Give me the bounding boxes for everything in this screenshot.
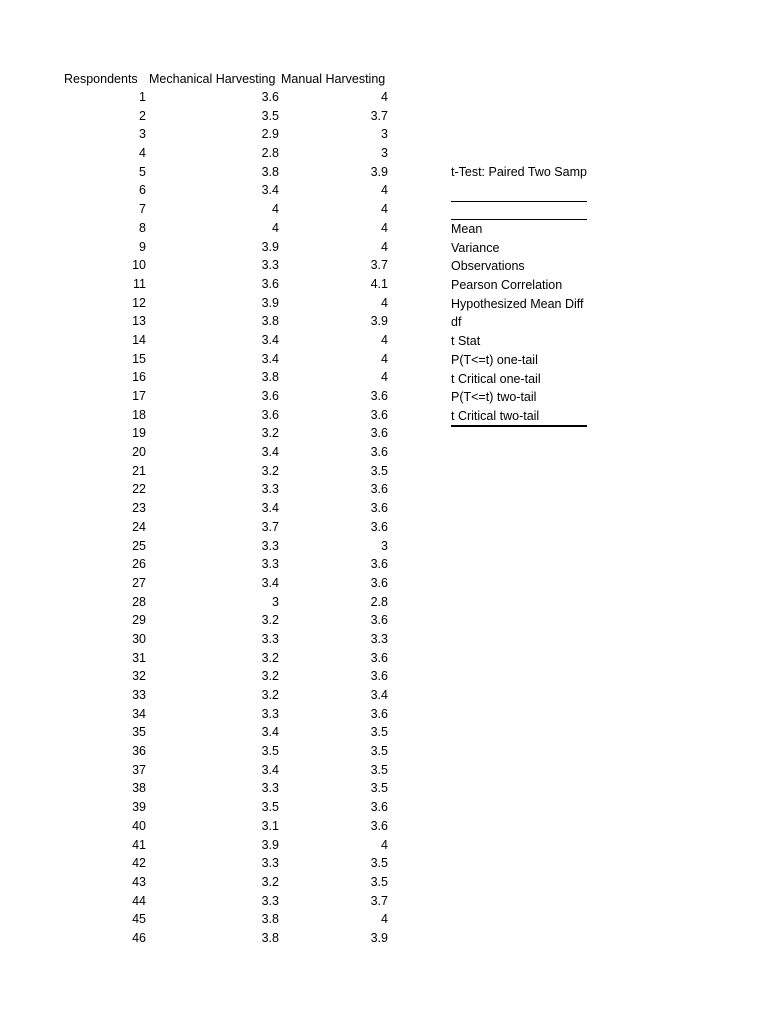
cell-respondent[interactable]: 3 (139, 127, 146, 142)
cell-mechanical[interactable]: 3.5 (261, 744, 279, 759)
header-manual-harvesting[interactable]: Manual Harvesting (281, 72, 386, 86)
cell-mechanical[interactable]: 3.1 (261, 818, 279, 833)
cell-respondent[interactable]: 33 (132, 688, 146, 702)
table-row (0, 649, 400, 668)
table-row (0, 537, 400, 556)
cell-respondent[interactable]: 18 (132, 407, 146, 422)
table-row (0, 686, 400, 705)
cell-respondent[interactable]: 4 (139, 146, 146, 161)
cell-respondent[interactable]: 27 (132, 575, 146, 590)
table-row (0, 630, 400, 649)
cell-manual[interactable]: 4 (381, 370, 388, 385)
cell-manual[interactable]: 4 (381, 912, 388, 927)
cell-mechanical[interactable]: 3.6 (261, 90, 279, 104)
table-row (0, 462, 400, 481)
cell-manual[interactable]: 4 (381, 239, 388, 254)
cell-manual[interactable]: 4 (381, 837, 388, 852)
cell-respondent[interactable]: 11 (133, 276, 146, 291)
table-row (0, 331, 400, 350)
table-row (0, 181, 400, 200)
table-row (0, 593, 400, 612)
cell-respondent[interactable]: 43 (132, 874, 146, 889)
cell-mechanical[interactable]: 3.2 (261, 669, 279, 684)
cell-mechanical[interactable]: 3.2 (261, 426, 279, 441)
ttest-stat-label[interactable]: Pearson Correlation (451, 278, 563, 293)
cell-respondent[interactable]: 35 (132, 725, 146, 740)
cell-mechanical[interactable]: 3.2 (261, 613, 279, 628)
cell-respondent[interactable]: 37 (132, 762, 146, 777)
cell-mechanical[interactable]: 3.3 (261, 258, 279, 273)
cell-mechanical[interactable]: 2.9 (261, 127, 279, 142)
cell-mechanical[interactable]: 3.4 (261, 762, 279, 777)
cell-respondent[interactable]: 14 (132, 332, 146, 347)
cell-respondent[interactable]: 32 (132, 669, 146, 684)
ttest-stat-label[interactable]: t Stat (451, 334, 481, 349)
cell-manual[interactable]: 3.6 (370, 482, 388, 497)
table-row (0, 125, 400, 144)
table-row (0, 667, 400, 686)
cell-manual[interactable]: 3.5 (370, 744, 388, 759)
cell-respondent[interactable]: 16 (132, 370, 146, 385)
table-row (0, 836, 400, 855)
cell-mechanical[interactable]: 3.8 (261, 930, 279, 945)
cell-respondent[interactable]: 30 (132, 631, 146, 646)
cell-respondent[interactable]: 46 (132, 930, 146, 945)
ttest-stat-label[interactable]: t Critical one-tail (451, 371, 541, 386)
cell-manual[interactable]: 3.7 (370, 108, 388, 123)
cell-mechanical[interactable]: 3.9 (261, 837, 279, 852)
table-row (0, 779, 400, 798)
cell-respondent[interactable]: 17 (132, 389, 146, 403)
cell-mechanical[interactable]: 3.2 (261, 874, 279, 889)
cell-respondent[interactable]: 44 (132, 893, 146, 908)
cell-manual[interactable]: 4 (381, 90, 388, 104)
cell-respondent[interactable]: 28 (132, 594, 146, 609)
ttest-stat-label[interactable]: Variance (451, 240, 500, 255)
cell-manual[interactable]: 4 (381, 295, 388, 310)
cell-manual[interactable]: 4 (381, 183, 388, 198)
cell-manual[interactable]: 3.6 (370, 445, 388, 460)
table-row (0, 723, 400, 742)
cell-mechanical[interactable]: 3.4 (261, 725, 279, 740)
cell-manual[interactable]: 3.4 (370, 688, 388, 702)
table-row (0, 387, 400, 406)
ttest-title[interactable]: t-Test: Paired Two Samp (451, 165, 587, 179)
cell-mechanical[interactable]: 3.2 (261, 463, 279, 478)
cell-respondent[interactable]: 45 (132, 912, 146, 927)
cell-mechanical[interactable]: 3.4 (261, 501, 279, 516)
cell-mechanical[interactable]: 3.8 (261, 370, 279, 385)
cell-mechanical[interactable]: 3.6 (261, 389, 279, 403)
ttest-bottom-rule (451, 425, 587, 427)
ttest-stat-label[interactable]: t Critical two-tail (451, 408, 540, 423)
cell-respondent[interactable]: 10 (132, 258, 146, 273)
table-row (0, 406, 400, 425)
cell-manual[interactable]: 4 (381, 202, 388, 217)
table-row (0, 892, 400, 911)
cell-respondent[interactable]: 2 (139, 108, 146, 123)
cell-mechanical[interactable]: 3.2 (261, 688, 279, 702)
cell-manual[interactable]: 3 (381, 127, 388, 142)
cell-manual[interactable]: 3.6 (370, 818, 388, 833)
cell-respondent[interactable]: 5 (139, 164, 146, 179)
cell-respondent[interactable]: 8 (139, 220, 146, 235)
cell-manual[interactable]: 4 (381, 220, 388, 235)
table-row (0, 443, 400, 462)
table-row (0, 107, 400, 126)
table-row (0, 499, 400, 518)
header-mechanical-harvesting[interactable]: Mechanical Harvesting (149, 72, 276, 86)
cell-mechanical[interactable]: 3.4 (261, 575, 279, 590)
cell-mechanical[interactable]: 2.8 (261, 146, 279, 161)
table-row (0, 294, 400, 313)
cell-manual[interactable]: 4 (381, 332, 388, 347)
cell-respondent[interactable]: 25 (132, 538, 146, 553)
table-row (0, 312, 400, 331)
header-respondents[interactable]: Respondents (64, 72, 138, 86)
table-row (0, 275, 400, 294)
cell-mechanical[interactable]: 3.3 (261, 893, 279, 908)
cell-respondent[interactable]: 12 (132, 295, 146, 310)
cell-manual[interactable]: 3.5 (370, 856, 388, 871)
ttest-header-top-rule (451, 201, 587, 202)
cell-respondent[interactable]: 29 (132, 613, 146, 628)
cell-respondent[interactable]: 15 (132, 351, 146, 366)
table-row (0, 910, 400, 929)
table-row (0, 873, 400, 892)
cell-manual[interactable]: 3.6 (370, 407, 388, 422)
cell-mechanical[interactable]: 3.4 (261, 183, 279, 198)
table-row (0, 555, 400, 574)
cell-respondent[interactable]: 40 (132, 818, 146, 833)
cell-mechanical[interactable]: 3.3 (261, 781, 279, 796)
ttest-stat-label[interactable]: df (451, 315, 462, 330)
cell-manual[interactable]: 2.8 (370, 594, 388, 609)
ttest-stat-label[interactable]: Observations (451, 259, 525, 274)
cell-respondent[interactable]: 19 (132, 426, 146, 441)
cell-mechanical[interactable]: 3.8 (261, 164, 279, 179)
ttest-stat-label[interactable]: P(T<=t) one-tail (451, 352, 538, 367)
cell-respondent[interactable]: 6 (139, 183, 146, 198)
cell-respondent[interactable]: 23 (132, 501, 146, 516)
table-row (0, 238, 400, 257)
cell-mechanical[interactable]: 3.8 (261, 314, 279, 329)
cell-mechanical[interactable]: 3.4 (261, 445, 279, 460)
cell-manual[interactable]: 3 (381, 146, 388, 161)
cell-manual[interactable]: 3.5 (370, 874, 388, 889)
cell-respondent[interactable]: 13 (132, 314, 146, 329)
cell-respondent[interactable]: 34 (132, 706, 146, 721)
table-row (0, 742, 400, 761)
cell-mechanical[interactable]: 3.2 (261, 650, 279, 665)
cell-respondent[interactable]: 1 (139, 90, 146, 104)
table-row (0, 705, 400, 724)
table-row (0, 611, 400, 630)
cell-manual[interactable]: 4 (381, 351, 388, 366)
cell-mechanical[interactable]: 3 (272, 594, 279, 609)
cell-mechanical[interactable]: 3.3 (261, 538, 279, 553)
cell-mechanical[interactable]: 3.4 (261, 351, 279, 366)
table-row (0, 574, 400, 593)
table-row (0, 518, 400, 537)
cell-manual[interactable]: 3.6 (370, 389, 388, 403)
cell-respondent[interactable]: 24 (132, 519, 146, 534)
cell-manual[interactable]: 3.5 (370, 781, 388, 796)
cell-manual[interactable]: 3.3 (370, 631, 388, 646)
table-row (0, 929, 400, 948)
cell-respondent[interactable]: 7 (139, 202, 146, 217)
ttest-stat-label[interactable]: Hypothesized Mean Diff (451, 296, 584, 311)
table-row (0, 144, 400, 163)
cell-manual[interactable]: 3.9 (370, 930, 388, 945)
cell-manual[interactable]: 3.5 (370, 463, 388, 478)
cell-respondent[interactable]: 39 (132, 800, 146, 815)
table-row (0, 424, 400, 443)
cell-manual[interactable]: 4.1 (370, 276, 388, 291)
data-table (0, 88, 400, 948)
cell-mechanical[interactable]: 3.5 (261, 108, 279, 123)
cell-manual[interactable]: 3.6 (370, 669, 388, 684)
cell-respondent[interactable]: 21 (132, 463, 146, 478)
cell-manual[interactable]: 3.9 (370, 164, 388, 179)
cell-manual[interactable]: 3.6 (370, 575, 388, 590)
cell-manual[interactable]: 3.6 (370, 519, 388, 534)
cell-manual[interactable]: 3.6 (370, 706, 388, 721)
cell-mechanical[interactable]: 3.5 (261, 800, 279, 815)
cell-mechanical[interactable]: 3.9 (261, 239, 279, 254)
table-row (0, 854, 400, 873)
cell-mechanical[interactable]: 3.3 (261, 557, 279, 572)
table-row (0, 163, 400, 182)
table-row (0, 761, 400, 780)
cell-respondent[interactable]: 36 (132, 744, 146, 759)
cell-respondent[interactable]: 41 (132, 837, 146, 852)
table-row (0, 368, 400, 387)
cell-mechanical[interactable]: 4 (272, 202, 279, 217)
table-row (0, 798, 400, 817)
cell-mechanical[interactable]: 4 (272, 220, 279, 235)
cell-manual[interactable]: 3.7 (370, 258, 388, 273)
cell-mechanical[interactable]: 3.7 (261, 519, 279, 534)
cell-mechanical[interactable]: 3.6 (261, 407, 279, 422)
table-row (0, 350, 400, 369)
cell-manual[interactable]: 3.6 (370, 501, 388, 516)
cell-mechanical[interactable]: 3.3 (261, 706, 279, 721)
cell-respondent[interactable]: 38 (132, 781, 146, 796)
cell-manual[interactable]: 3.9 (370, 314, 388, 329)
cell-mechanical[interactable]: 3.3 (261, 482, 279, 497)
cell-respondent[interactable]: 22 (132, 482, 146, 497)
cell-mechanical[interactable]: 3.3 (261, 856, 279, 871)
cell-manual[interactable]: 3.6 (370, 650, 388, 665)
cell-manual[interactable]: 3 (381, 538, 388, 553)
cell-manual[interactable]: 3.6 (370, 613, 388, 628)
table-row (0, 219, 400, 238)
cell-mechanical[interactable]: 3.9 (261, 295, 279, 310)
cell-mechanical[interactable]: 3.3 (261, 631, 279, 646)
table-row (0, 200, 400, 219)
cell-manual[interactable]: 3.5 (370, 762, 388, 777)
cell-respondent[interactable]: 9 (139, 239, 146, 254)
ttest-stat-label[interactable]: P(T<=t) two-tail (451, 390, 537, 405)
table-row (0, 817, 400, 836)
cell-manual[interactable]: 3.6 (370, 557, 388, 572)
cell-manual[interactable]: 3.7 (370, 893, 388, 908)
cell-manual[interactable]: 3.6 (370, 800, 388, 815)
cell-respondent[interactable]: 42 (132, 856, 146, 871)
cell-respondent[interactable]: 26 (132, 557, 146, 572)
cell-manual[interactable]: 3.5 (370, 725, 388, 740)
cell-mechanical[interactable]: 3.8 (261, 912, 279, 927)
ttest-stat-label[interactable]: Mean (451, 222, 483, 236)
cell-mechanical[interactable]: 3.4 (261, 332, 279, 347)
cell-respondent[interactable]: 31 (132, 650, 146, 665)
table-row (0, 88, 400, 107)
cell-respondent[interactable]: 20 (132, 445, 146, 460)
ttest-stat-labels (451, 220, 587, 426)
cell-mechanical[interactable]: 3.6 (261, 276, 279, 291)
cell-manual[interactable]: 3.6 (370, 426, 388, 441)
table-row (0, 480, 400, 499)
ttest-output (451, 163, 587, 423)
table-row (0, 256, 400, 275)
